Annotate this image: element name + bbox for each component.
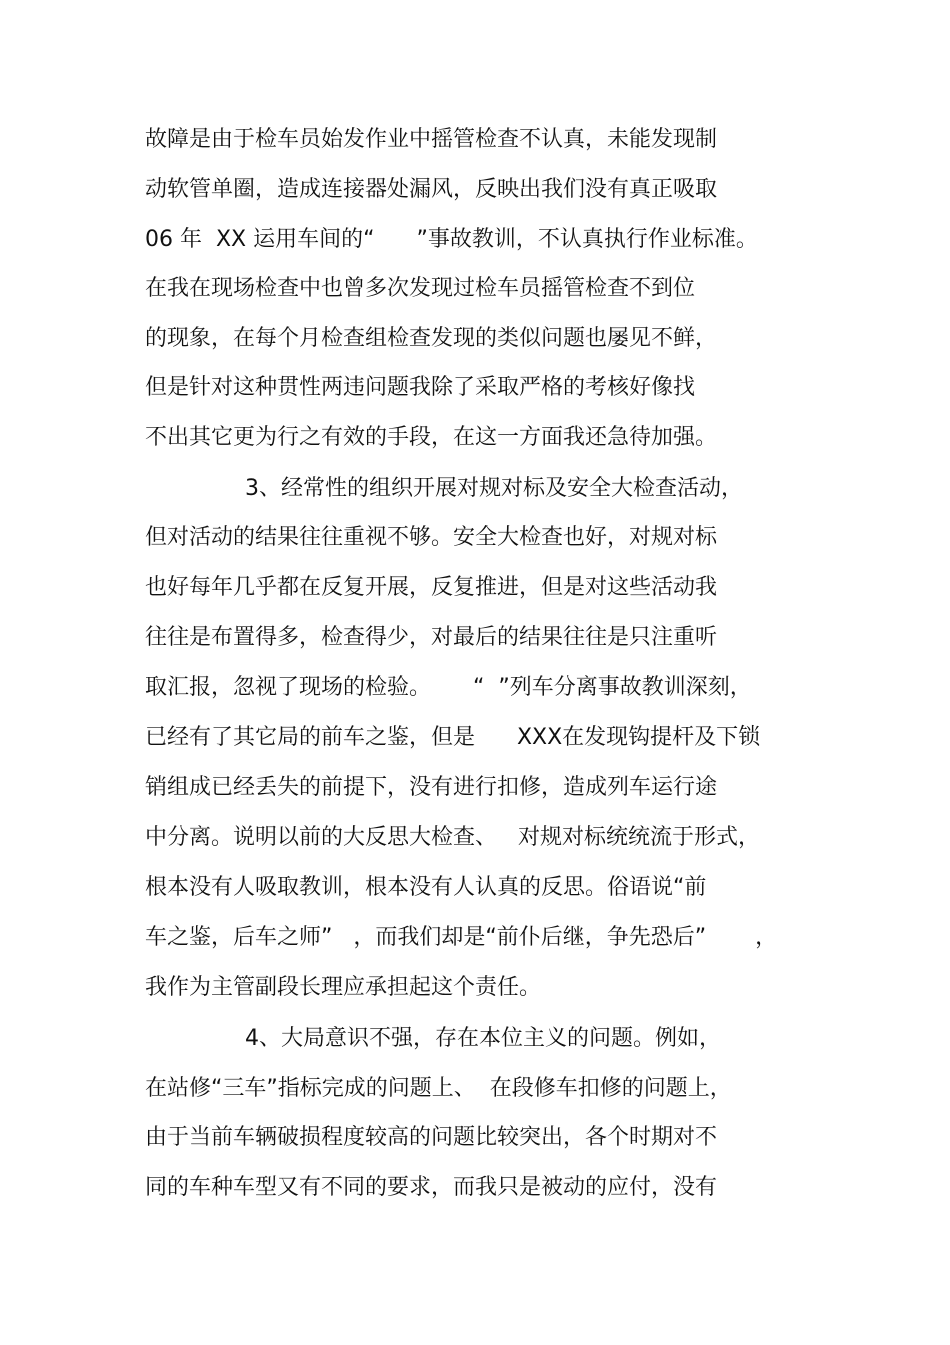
text-line-12: 取汇报，忽视了现场的检验。 “ ”列车分离事故教训深刻， [145, 675, 752, 700]
text-line-8: 3、经常性的组织开展对规对标及安全大检查活动， [245, 476, 743, 501]
text-line-6: 但是针对这种贯性两违问题我除了采取严格的考核好像找 [145, 375, 696, 400]
text-line-10: 也好每年几乎都在反复开展，反复推进，但是对这些活动我 [145, 575, 718, 600]
text-line-9: 但对活动的结果往往重视不够。安全大检查也好，对规对标 [145, 525, 718, 550]
text-line-16: 根本没有人吸取教训，根本没有人认真的反思。俗语说“前 [145, 875, 707, 900]
text-line-15: 中分离。说明以前的大反思大检查、 对规对标统统流于形式， [145, 825, 760, 850]
text-line-20: 在站修“三车”指标完成的问题上、 在段修车扣修的问题上， [145, 1076, 732, 1101]
text-line-17: 车之鉴，后车之师” ，而我们却是“前仆后继，争先恐后” ， [145, 925, 778, 950]
text-line-21: 由于当前车辆破损程度较高的问题比较突出，各个时期对不 [145, 1125, 718, 1150]
text-line-7: 不出其它更为行之有效的手段，在这一方面我还急待加强。 [145, 425, 718, 450]
text-line-14: 销组成已经丢失的前提下，没有进行扣修，造成列车运行途 [145, 775, 718, 800]
text-line-3: 06 年 XX 运用车间的“ ”事故教训，不认真执行作业标准。 [145, 227, 758, 252]
text-line-18: 我作为主管副段长理应承担起这个责任。 [145, 975, 542, 1000]
text-line-5: 的现象，在每个月检查组检查发现的类似问题也屡见不鲜， [145, 326, 718, 351]
text-line-4: 在我在现场检查中也曾多次发现过检车员摇管检查不到位 [145, 276, 696, 301]
text-line-13: 已经有了其它局的前车之鉴，但是 XXX在发现钩提杆及下锁 [145, 725, 761, 750]
text-line-2: 动软管单圈，造成连接器处漏风，反映出我们没有真正吸取 [145, 177, 718, 202]
text-line-11: 往往是布置得多，检查得少，对最后的结果往往是只注重听 [145, 625, 718, 650]
text-line-22: 同的车种车型又有不同的要求，而我只是被动的应付，没有 [145, 1175, 718, 1200]
text-line-19: 4、大局意识不强，存在本位主义的问题。例如， [245, 1026, 721, 1051]
text-line-1: 故障是由于检车员始发作业中摇管检查不认真，未能发现制 [145, 127, 718, 152]
